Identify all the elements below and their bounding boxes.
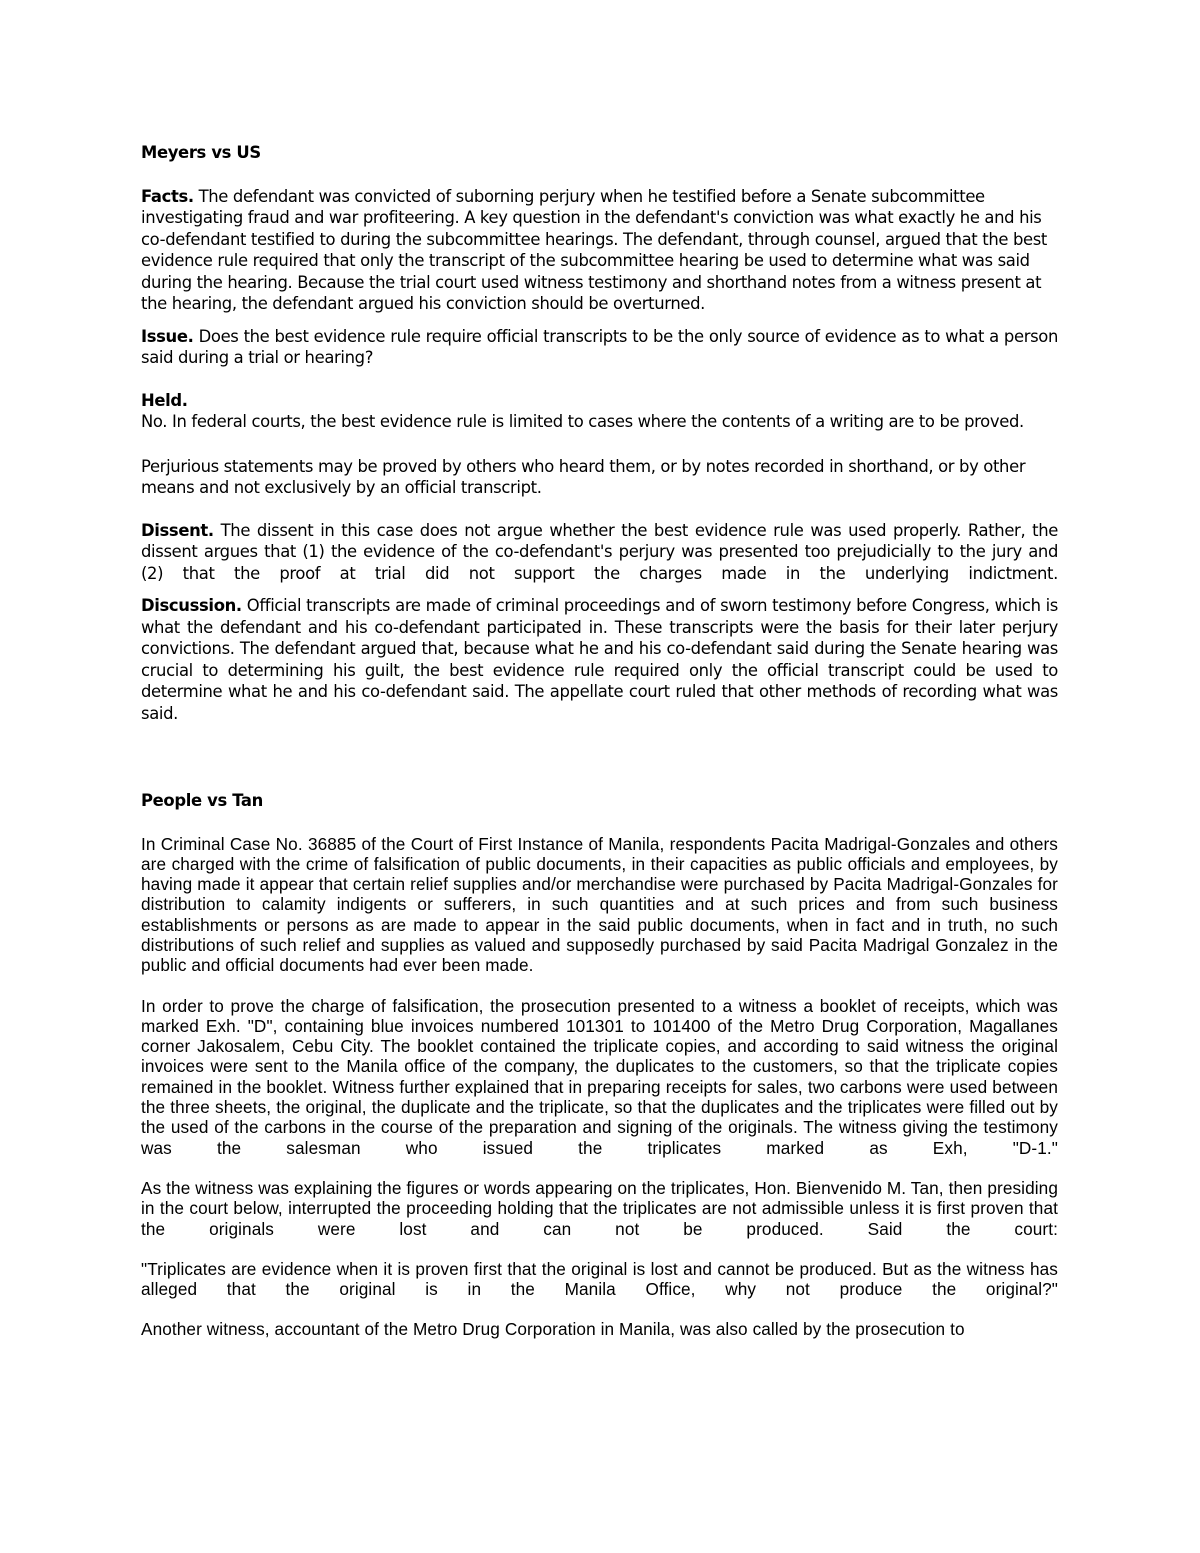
held-label: Held. — [141, 390, 188, 410]
tan-paragraph-3: As the witness was explaining the figures or words appearing on the triplicates, Hon. Bienvenido M. Tan, then presiding in the court below, interrupted the proceeding holding that the triplicates are not admissible unless it is first proven that the originals were lost and can not be produced. Said the court: — [141, 1177, 1058, 1239]
tan-paragraph-4: "Triplicates are evidence when it is proven first that the original is lost and cannot be produced. But as the witness has alleged that the original is in the Manila Office, why not produce the original?" — [141, 1258, 1058, 1300]
issue-paragraph — [141, 326, 1058, 369]
dissent-text: The dissent in this case does not argue whether the best evidence rule was used properly. Rather, the dissent argues that (1) the evidence of the co-defendant's perjury was presented too prejudicially to the jury and (2) that the proof at trial did not support the charges made in the underlying indictment. — [141, 520, 1058, 583]
held-text-1: No. In federal courts, the best evidence rule is limited to cases where the contents of a writing are to be proved. — [141, 412, 1024, 431]
facts-paragraph — [141, 186, 1058, 315]
case-title-tan: People vs Tan — [141, 791, 263, 810]
dissent-label: Dissent. — [141, 520, 214, 540]
discussion-label: Discussion. — [141, 596, 242, 615]
case-title-meyers: Meyers vs US — [141, 143, 261, 162]
tan-paragraph-2: In order to prove the charge of falsification, the prosecution presented to a witness a booklet of receipts, which was marked Exh. "D", containing blue invoices numbered 101301 to 101400 of the Metro Drug Corporation, Magallanes corner Jakosalem, Cebu City. The booklet contained the triplicate copies, and according to said witness the original invoices were sent to the Manila office of the company, the duplicates to the customers, so that the triplicate copies remained in the booklet. Witness further explained that in preparing receipts for sales, two carbons were used between the three sheets, the original, the duplicate and the triplicate, so that the duplicates and the triplicates were filled out by the used of the carbons in the course of the preparation and signing of the originals. The witness giving the testimony was the salesman who issued the triplicates marked as Exh, "D-1." — [141, 995, 1058, 1158]
tan-paragraph-5: Another witness, accountant of the Metro Drug Corporation in Manila, was also called by the prosecution to — [141, 1319, 965, 1340]
discussion-text: Official transcripts are made of criminal proceedings and of sworn testimony before Congress, which is what the defendant and his co-defendant participated in. These transcripts were the basis for their later perjury convictions. The defendant argued that, because what he and his co-defendant said during the Senate hearing was crucial to determining his guilt, the best evidence rule required only the official transcript could be used to determine what he and his co-defendant said. The appellate court ruled that other methods of recording what was said. — [141, 596, 1058, 723]
discussion-paragraph — [141, 595, 1058, 724]
issue-label: Issue. — [141, 326, 194, 346]
held-text-2: Perjurious statements may be proved by others who heard them, or by notes recorded in shorthand, or by other means and not exclusively by an official transcript. — [141, 456, 1026, 497]
dissent-paragraph — [141, 520, 1058, 585]
issue-text: Does the best evidence rule require official transcripts to be the only source of evidence as to what a person said during a trial or hearing? — [141, 326, 1058, 367]
facts-label: Facts. — [141, 186, 194, 206]
tan-paragraph-1: In Criminal Case No. 36885 of the Court of First Instance of Manila, respondents Pacita Madrigal-Gonzales and others are charged with the crime of falsification of public documents, in their capacities as public officials and employees, by having made it appear that certain relief supplies and/or merchandise were purchased by Pacita Madrigal-Gonzales for distribution to calamity indigents or sufferers, in such quantities and at such prices and from such business establishments or persons as are made to appear in the said public documents, when in fact and in truth, no such distributions of such relief and supplies as valued and supposedly purchased by said Pacita Madrigal Gonzalez in the public and official documents had ever been made. — [141, 833, 1058, 976]
facts-text: The defendant was convicted of suborning perjury when he testified before a Senate subcommittee investigating fraud and war profiteering. A key question in the defendant's conviction was what exactly he and his co-defendant testified to during the subcommittee hearings. The defendant, through counsel, argued that the best evidence rule required that only the transcript of the subcommittee hearing be used to determine what was said during the hearing. Because the trial court used witness testimony and shorthand notes from a witness present at the hearing, the defendant argued his conviction should be overturned. — [141, 186, 1048, 313]
